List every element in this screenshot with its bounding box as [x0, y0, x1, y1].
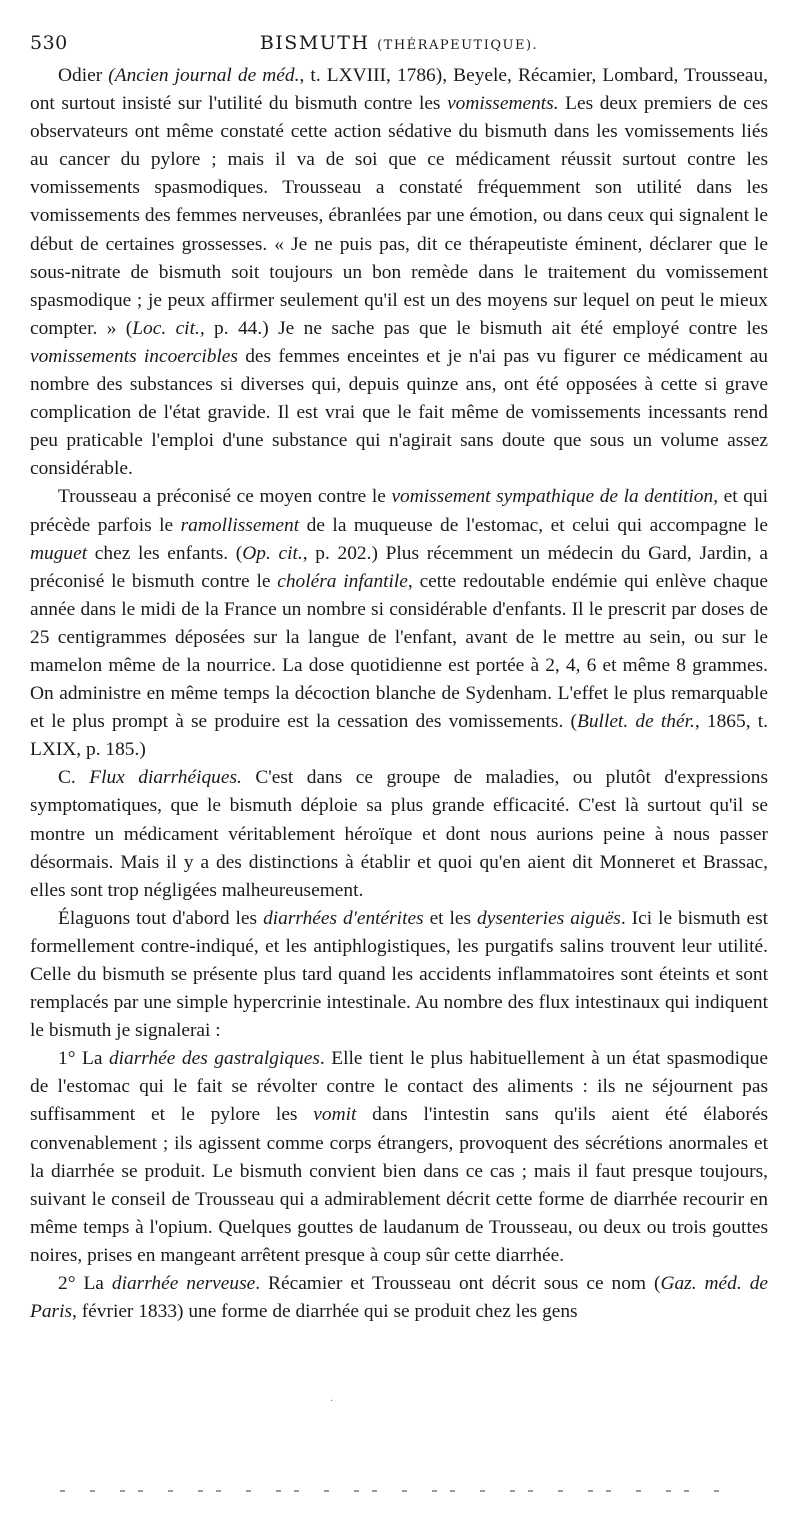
scan-mark: [510, 1490, 515, 1492]
italic-text: vomissements incoercibles: [30, 345, 238, 367]
italic-text: Bullet. de thér.: [577, 711, 695, 733]
scan-mark: [120, 1490, 125, 1492]
text-run: , p. 44.) Je ne sache pas que le bismuth ait été employé contre les: [199, 317, 768, 339]
paragraph-4: [30, 905, 768, 1045]
text-run: C'est dans ce groupe de maladies, ou plutôt d'expressions symptomatiques, que le bismuth déploie sa plus grande efficacité. C'est là surtout qu'il se montre un médicament véritablement héroïque et dont nous aurions peine à nous passer désormais. Mais il y a des distinctions à établir et quoi qu'en aient dit Monneret et Brassac, elles sont trop négligées malheureusement.: [30, 767, 768, 901]
page-number: 530: [30, 32, 68, 54]
paragraph-3: [30, 764, 768, 904]
scan-mark: [246, 1490, 251, 1492]
text-run: Les deux premiers de ces observateurs ont même constaté cette action sédative du bismuth dans les vomissements liés au cancer du pylore ; mais il va de soi que ce médicament réussit surtout contre les vomissements spasmodiques. Trousseau a constaté fréquemment son utilité dans les vomissements des femmes nerveuses, ébranlées par une émotion, ou dans ceux qui signalent le début de certaines grossesses. « Je ne puis pas, dit ce thérapeutiste éminent, déclarer que le sous-nitrate de bismuth soit toujours un bon remède dans le traitement du vomissement spasmodique ; je peux affirmer seulement qu'il est un des moyens sur lequel on peut le mieux compter. » (: [30, 93, 769, 339]
text-run: , février 1833) une forme de diarrhée qui se produit chez les gens: [72, 1301, 578, 1323]
italic-text: Flux diarrhéiques.: [89, 767, 242, 789]
paragraph-6: [30, 1270, 768, 1326]
scan-mark: [216, 1490, 221, 1492]
text-run: , p. 202.) Plus récemment un médecin du Gard, Jardin, a préconisé le bismuth contre le: [30, 542, 769, 592]
italic-text: ramollissement: [180, 514, 300, 536]
text-run: C.: [58, 767, 90, 789]
running-head-subtitle: (THÉRAPEUTIQUE).: [377, 38, 539, 53]
text-run: 2° La: [58, 1273, 112, 1295]
scan-mark: [666, 1490, 671, 1492]
italic-text: Loc. cit.: [132, 317, 200, 339]
scan-mark: [294, 1490, 299, 1492]
scan-mark: [276, 1490, 281, 1492]
scan-mark: [354, 1490, 359, 1492]
text-run: . Récamier et Trousseau ont décrit sous ce nom (: [255, 1273, 661, 1295]
running-head: [30, 32, 768, 54]
scan-mark: [324, 1490, 329, 1492]
italic-text: diarrhées d'entérites: [263, 907, 424, 929]
text-run: et les: [423, 907, 478, 929]
scan-mark: [60, 1490, 65, 1492]
text-run: Odier: [58, 65, 109, 86]
text-run: . Ici le bismuth est formellement contre-indiqué, et les antiphlogistiques, les purgatifs salins trouvent leur utilité. Celle du bismuth se présente plus tard quand les accidents inflammatoires sont éteints et sont remplacés par une simple hypercrinie intestinale. Au nombre des flux intestinaux qui indiquent le bismuth je signalerai :: [30, 907, 769, 1042]
italic-text: vomissement sympathique de la dentition: [391, 486, 714, 508]
book-page: [30, 30, 768, 1326]
italic-text: dysenteries aiguës: [477, 907, 621, 929]
scan-mark: [90, 1490, 95, 1492]
italic-text: choléra infantile: [277, 570, 408, 592]
text-run: Élaguons tout d'abord les: [58, 907, 264, 929]
italic-text: muguet: [30, 542, 88, 564]
paragraph-1: [30, 62, 768, 483]
text-run: , 1865, t. LXIX, p. 185.): [30, 711, 768, 761]
text-run: de la muqueuse de l'estomac, et celui qui accompagne le: [299, 514, 768, 536]
scan-mark: [588, 1490, 593, 1492]
body-text: [30, 62, 768, 1326]
scan-mark: [168, 1490, 173, 1492]
scan-mark: [450, 1490, 455, 1492]
text-run: , et qui précède parfois le: [30, 486, 768, 536]
scan-mark: [480, 1490, 485, 1492]
italic-text: Gaz. méd. de Paris: [30, 1273, 768, 1323]
italic-text: vomit: [313, 1104, 357, 1126]
page-header: [30, 30, 768, 62]
italic-text: (Ancien journal de méd.: [108, 65, 300, 86]
scan-mark: [402, 1490, 407, 1492]
text-run: chez les enfants. (: [87, 542, 243, 564]
italic-text: Op. cit.: [242, 542, 303, 564]
scan-mark: [372, 1490, 377, 1492]
italic-text: diarrhée nerveuse: [111, 1273, 256, 1295]
running-head-title: BISMUTH: [259, 32, 370, 54]
scan-mark: [432, 1490, 437, 1492]
text-run: , cette redoutable endémie qui enlève chaque année dans le midi de la France un nombre si considérable d'enfants. Il le prescrit par doses de 25 centigrammes déposées sur la langue de l'enfant, avant de le mettre au sein, ou sur le mamelon même de la nourrice. La dose quotidienne est portée à 2, 4, 6 et même 8 grammes. On administre en même temps la décoction blanche de Sydenham. L'effet le plus remarquable et le plus prompt à se produire est la cessation des vomissements. (: [30, 570, 768, 733]
scan-mark: [528, 1490, 533, 1492]
text-run: . Elle tient le plus habituellement à un état spasmodique de l'estomac qui le fait se révolter contre le contact des aliments : ils ne séjournent pas suffisamment et le pylore les: [30, 1048, 768, 1126]
scan-mark: [606, 1490, 611, 1492]
paragraph-5: [30, 1045, 768, 1270]
text-run: , t. LXVIII, 1786), Beyele, Récamier, Lombard, Trousseau, ont surtout insisté sur l'utilité du bismuth contre les: [30, 65, 768, 115]
italic-text: vomissements.: [447, 93, 559, 115]
text-run: Trousseau a préconisé ce moyen contre le: [58, 486, 392, 508]
bottom-scan-marks: [60, 1490, 760, 1498]
scan-mark: [138, 1490, 143, 1492]
scan-mark: [684, 1490, 689, 1492]
scan-mark: [198, 1490, 203, 1492]
text-run: dans l'intestin sans qu'ils aient été élaborés convenablement ; ils agissent comme corps étrangers, provoquent des sécrétions anormales et la diarrhée se produit. Le bismuth convient bien dans ce cas ; mais il faut presque toujours, suivant le conseil de Trousseau qui a admirablement décrit cette forme de diarrhée recourir en même temps à l'opium. Quelques gouttes de laudanum de Trousseau, ou deux ou trois gouttes noires, prises en mangeant arrêtent presque à coup sûr cette diarrhée.: [30, 1104, 768, 1266]
print-speck: ·: [330, 1396, 334, 1407]
scan-mark: [636, 1490, 641, 1492]
text-run: des femmes enceintes et je n'ai pas vu figurer ce médicament au nombre des substances si diverses qui, depuis quinze ans, ont été opposées à cette si grave complication de l'état gravide. Il est vrai que le fait même de vomissements incessants rend peu praticable l'emploi d'une substance qui n'agirait sans doute que sous un volume assez considérable.: [30, 345, 768, 480]
text-run: 1° La: [58, 1048, 109, 1070]
scan-mark: [558, 1490, 563, 1492]
paragraph-2: [30, 483, 768, 764]
italic-text: diarrhée des gastralgiques: [108, 1048, 320, 1070]
scan-mark: [714, 1490, 719, 1492]
